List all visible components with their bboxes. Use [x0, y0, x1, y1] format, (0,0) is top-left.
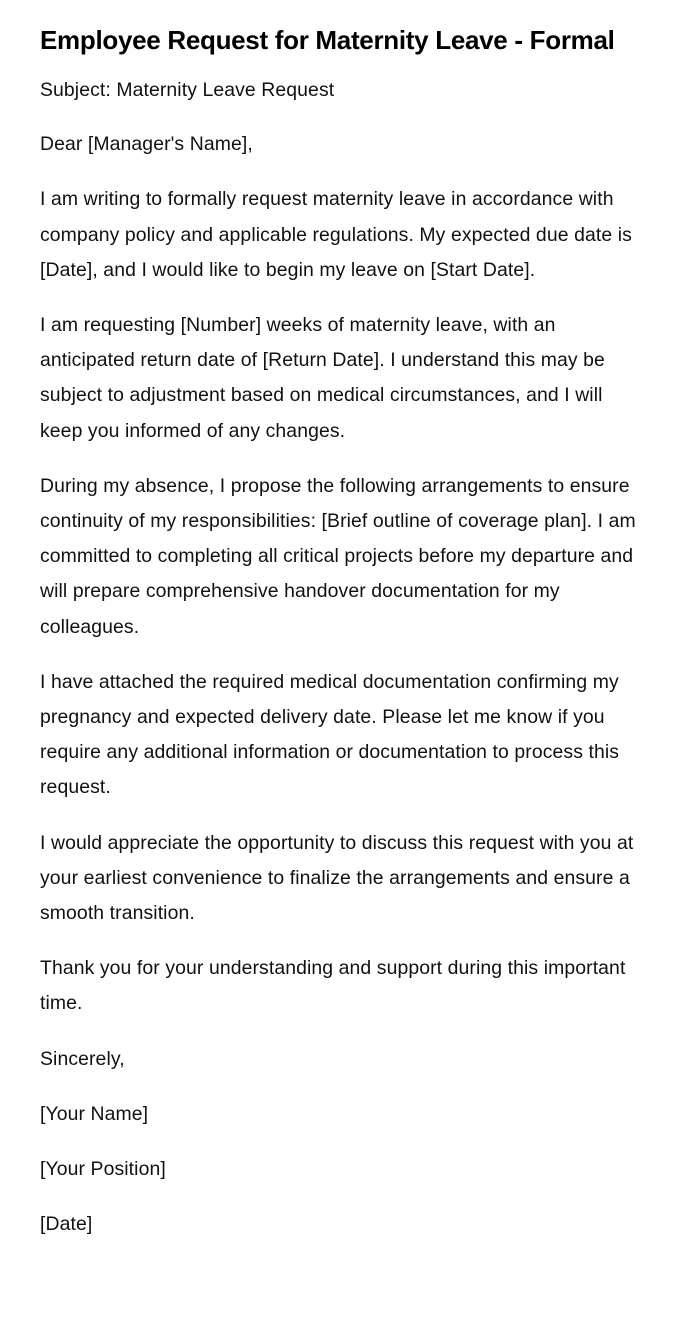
- body-paragraph-3: During my absence, I propose the following arrangements to ensure continuity of my responsibilities: [Brief outline of coverage plan]. I am committed to completing all critical projects before my departure and will prepare comprehensive handover documentation for my colleagues.: [40, 474, 636, 638]
- body-paragraph-2: I am requesting [Number] weeks of maternity leave, with an anticipated return date of [Return Date]. I understand this may be subject to adjustment based on medical circumstances, and I will keep you informed of any changes.: [40, 314, 605, 442]
- body-paragraph-6: Thank you for your understanding and support during this important time.: [40, 957, 626, 1015]
- closing: Sincerely,: [40, 1047, 125, 1070]
- body-paragraph-5: I would appreciate the opportunity to discuss this request with you at your earliest convenience to finalize the arrangements and ensure a smooth transition.: [40, 831, 634, 925]
- salutation: Dear [Manager's Name],: [40, 133, 253, 156]
- signature-position: [Your Position]: [40, 1158, 166, 1181]
- subject-line: Subject: Maternity Leave Request: [40, 79, 335, 101]
- letter-document: [40, 22, 640, 1262]
- document-title: Employee Request for Maternity Leave - Formal: [40, 25, 615, 55]
- body-paragraph-1: I am writing to formally request maternity leave in accordance with company policy and applicable regulations. My expected due date is [Date], and I would like to begin my leave on [Start Date].: [40, 188, 632, 281]
- signature-date: [Date]: [40, 1213, 93, 1236]
- body-paragraph-4: I have attached the required medical documentation confirming my pregnancy and expected delivery date. Please let me know if you require any additional information or documentation to process this request.: [40, 670, 620, 799]
- signature-name: [Your Name]: [40, 1102, 149, 1125]
